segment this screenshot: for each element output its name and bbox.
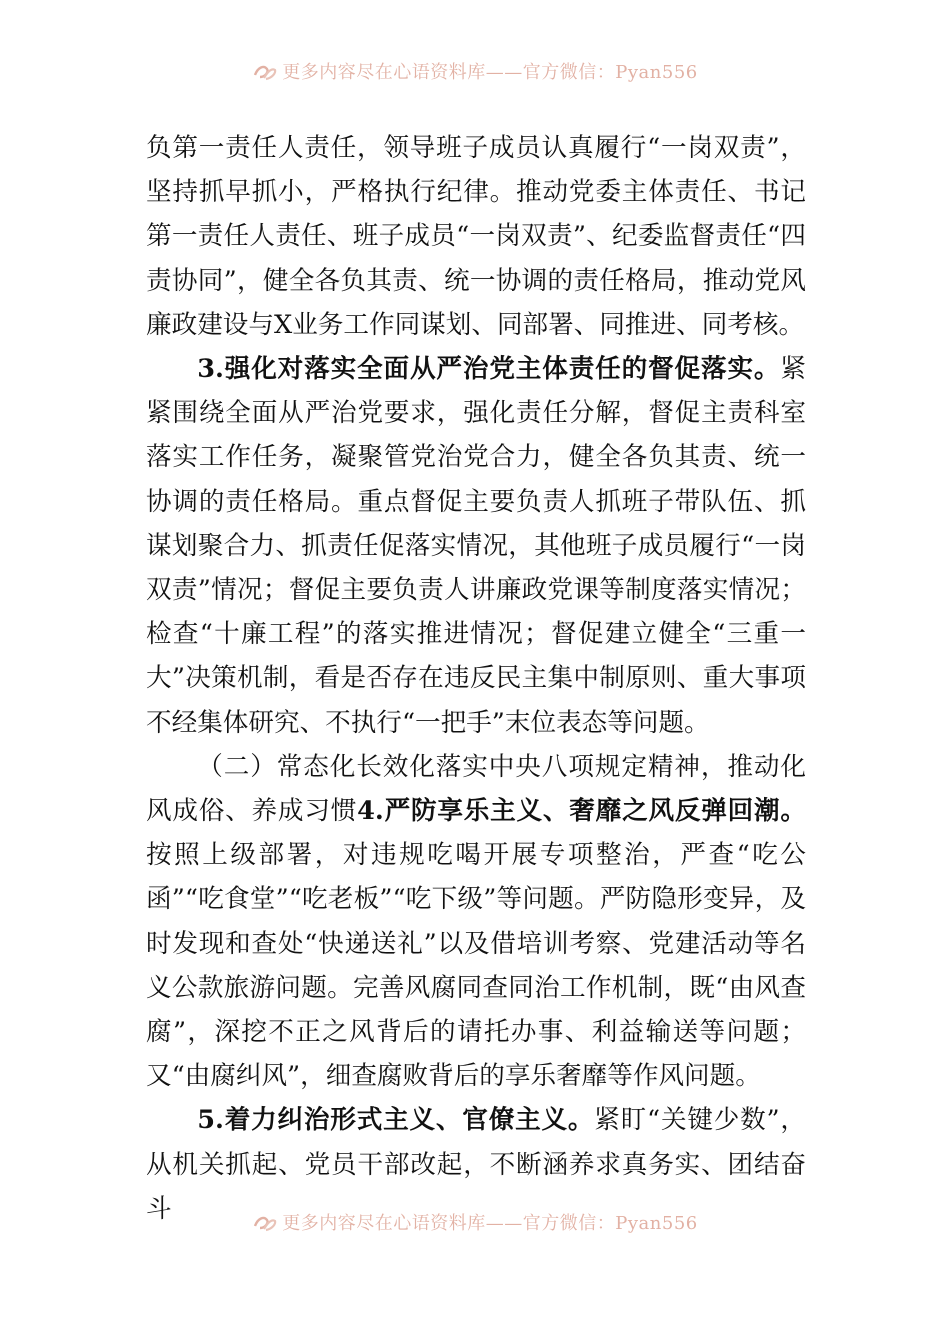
- section-heading: （二）常态化长效化落实中央八项规定精神，推动化风成俗、养成习惯: [146, 751, 806, 827]
- header-watermark-text: 更多内容尽在心语资料库——官方微信：Pyan556: [282, 62, 698, 83]
- footer-watermark: [0, 1209, 950, 1239]
- paragraph-3-text: 按照上级部署，对违规吃喝开展专项整治，严查“吃公函”“吃食堂”“吃老板”“吃下级”等问题。严防隐形变异，及时发现和查处“快递送礼”以及借培训考察、党建活动等名义公款旅游问题。完善风腐同查同治工作机制，既“由风查腐”，深挖不正之风背后的请托办事、利益输送等问题；又“由腐纠风”，细查腐败背后的享乐奢靡等作风问题。: [146, 840, 806, 1092]
- header-watermark: [0, 58, 950, 88]
- paragraph-3-heading: 4.严防享乐主义、奢靡之风反弹回潮。: [357, 796, 806, 827]
- paragraph-2-heading: 3.强化对落实全面从严治党主体责任的督促落实。: [197, 354, 781, 385]
- logo-icon: [252, 1214, 278, 1232]
- logo-icon: [252, 63, 278, 81]
- paragraph-2-text: 紧紧围绕全面从严治党要求，强化责任分解，督促主责科室落实工作任务，凝聚管党治党合力，健全各负其责、统一协调的责任格局。重点督促主要负责人抓班子带队伍、抓谋划聚合力、抓责任促落实情况，其他班子成员履行“一岗双责”情况；督促主要负责人讲廉政党课等制度落实情况；检查“十廉工程”的落实推进情况；督促建立健全“三重一大”决策机制，看是否存在违反民主集中制原则、重大事项不经集体研究、不执行“一把手”末位表态等问题。: [146, 354, 806, 738]
- paragraph-1-text: 负第一责任人责任，领导班子成员认真履行“一岗双责”，坚持抓早抓小，严格执行纪律。推动党委主体责任、书记第一责任人责任、班子成员“一岗双责”、纪委监督责任“四责协同”，健全各负其责、统一协调的责任格局，推动党风廉政建设与X业务工作同谋划、同部署、同推进、同考核。: [146, 133, 806, 340]
- document-body: [146, 126, 806, 1231]
- footer-watermark-text: 更多内容尽在心语资料库——官方微信：Pyan556: [282, 1213, 698, 1234]
- paragraph-4-text: 紧盯“关键少数”，从机关抓起、党员干部改起，不断涵养求真务实、团结奋斗: [146, 1105, 807, 1224]
- paragraph-2: [146, 347, 806, 745]
- paragraph-4-heading: 5.着力纠治形式主义、官僚主义。: [197, 1105, 595, 1136]
- paragraph-1: [146, 126, 806, 347]
- paragraph-3: [146, 745, 806, 1099]
